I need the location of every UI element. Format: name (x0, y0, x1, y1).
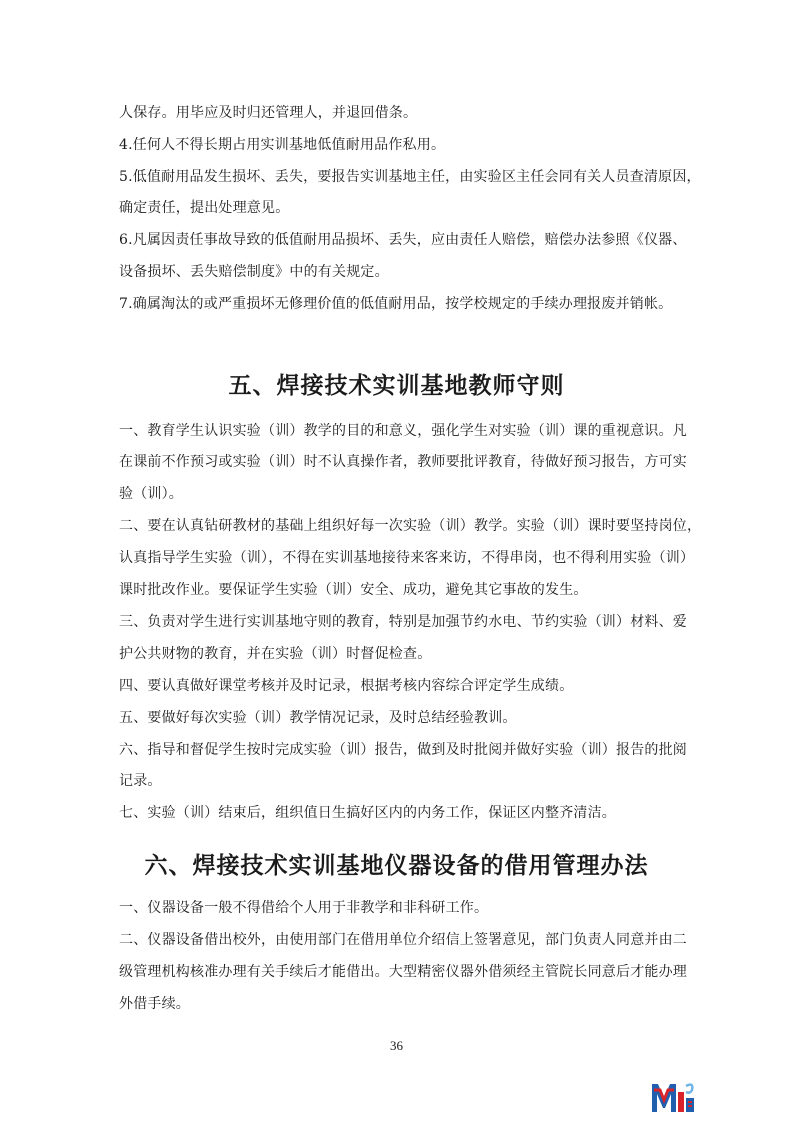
paragraph-line: 三、负责对学生进行实训基地守则的教育，特别是加强节约水电、节约实验（训）材料、爱 (119, 614, 687, 630)
paragraph-line: 二、要在认真钻研教材的基础上组织好每一次实验（训）教学。实验（训）课时要坚持岗位， (119, 518, 702, 534)
paragraph-line: 在课前不作预习或实验（训）时不认真操作者，教师要批评教育，待做好预习报告，方可实 (119, 454, 687, 470)
paragraph-line: 七、实验（训）结束后，组织值日生搞好区内的内务工作，保证区内整齐清洁。 (119, 805, 616, 821)
paragraph-line: 六、指导和督促学生按时完成实验（训）报告，做到及时批阅并做好实验（训）报告的批阅 (119, 742, 687, 758)
paragraph-line: 四、要认真做好课堂考核并及时记录，根据考核内容综合评定学生成绩。 (119, 678, 574, 694)
paragraph-line: 5.低值耐用品发生损坏、丢失，要报告实训基地主任，由实验区主任会同有关人员查清原因， (119, 169, 701, 185)
paragraph-line: 二、仪器设备借出校外，由使用部门在借用单位介绍信上签署意见，部门负责人同意并由二 (119, 932, 687, 948)
paragraph-line: 课时批改作业。要保证学生实验（训）安全、成功，避免其它事故的发生。 (119, 582, 588, 598)
institution-logo-icon (650, 1078, 696, 1114)
paragraph-line: 认真指导学生实验（训），不得在实训基地接待来客来访，不得串岗，也不得利用实验（训） (119, 550, 695, 566)
paragraph-line: 外借手续。 (119, 996, 190, 1012)
paragraph-line: 一、仪器设备一般不得借给个人用于非教学和非科研工作。 (119, 900, 489, 916)
paragraph-line: 确定责任，提出处理意见。 (119, 200, 290, 216)
paragraph-line: 7.确属淘汰的或严重损坏无修理价值的低值耐用品，按学校规定的手续办理报废并销帐。 (119, 296, 673, 312)
section-title: 五、焊接技术实训基地教师守则 (228, 372, 565, 399)
paragraph-line: 设备损坏、丢失赔偿制度》中的有关规定。 (119, 264, 389, 280)
paragraph-line: 验（训）。 (119, 486, 183, 502)
paragraph-line: 人保存。用毕应及时归还管理人，并退回借条。 (119, 105, 418, 121)
paragraph-line: 护公共财物的教育，并在实验（训）时督促检查。 (119, 646, 432, 662)
paragraph-line: 4.任何人不得长期占用实训基地低值耐用品作私用。 (119, 137, 446, 153)
paragraph-line: 五、要做好每次实验（训）教学情况记录，及时总结经验教训。 (119, 710, 517, 726)
paragraph-line: 一、教育学生认识实验（训）教学的目的和意义，强化学生对实验（训）课的重视意识。凡 (119, 423, 687, 439)
page-number: 36 (390, 1038, 403, 1053)
section-title: 六、焊接技术实训基地仪器设备的借用管理办法 (144, 852, 649, 879)
paragraph-line: 6.凡属因责任事故导致的低值耐用品损坏、丢失，应由责任人赔偿，赔偿办法参照《仪器、 (119, 232, 687, 248)
paragraph-line: 记录。 (119, 773, 162, 789)
paragraph-line: 级管理机构核准办理有关手续后才能借出。大型精密仪器外借须经主管院长同意后才能办理 (119, 964, 687, 980)
